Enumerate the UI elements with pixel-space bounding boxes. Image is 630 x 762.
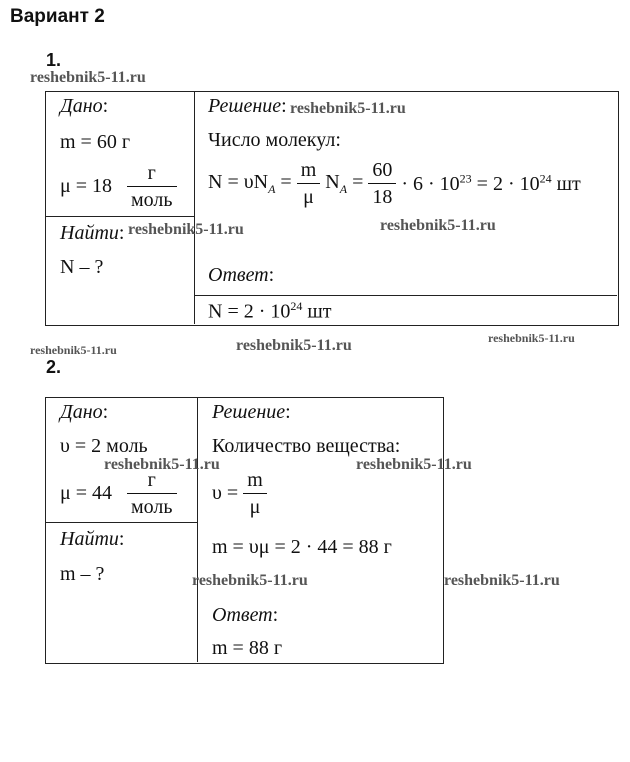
table-divider [194, 91, 195, 324]
watermark: reshebnik5-11.ru [356, 456, 472, 473]
watermark: reshebnik5-11.ru [128, 221, 244, 238]
page-title: Вариант 2 [10, 6, 105, 27]
watermark: reshebnik5-11.ru [236, 337, 352, 354]
answer-value: $N = 2 \cdot 10^{24}$ шт [208, 299, 332, 323]
find-label: Найти: [60, 528, 125, 550]
solution-text: Число молекул: [208, 129, 341, 151]
given-mass: m = 60 г [60, 131, 131, 153]
watermark: reshebnik5-11.ru [30, 343, 117, 357]
table-divider [194, 295, 617, 296]
table-divider [45, 216, 194, 217]
given-label: Дано: [60, 401, 109, 423]
given-amount: υ = 2 моль [60, 435, 148, 457]
answer-label: Ответ: [208, 264, 275, 286]
table-divider [197, 397, 198, 662]
watermark: reshebnik5-11.ru [444, 572, 560, 589]
watermark: reshebnik5-11.ru [488, 331, 575, 345]
answer-value: m = 88 г [212, 637, 283, 659]
solution-label: Решение: [208, 95, 287, 117]
given-molar-mass: μ = 18 $\frac{г}{\text{моль}}$ [60, 163, 177, 210]
find-value: m – ? [60, 563, 105, 585]
watermark: reshebnik5-11.ru [104, 456, 220, 473]
equation-result: m = υμ = 2 · 44 = 88 г [212, 536, 392, 558]
watermark: reshebnik5-11.ru [290, 100, 406, 117]
equation: υ = $\frac{m}{\mu}$ [212, 470, 267, 517]
table-divider [45, 522, 197, 523]
watermark: reshebnik5-11.ru [380, 217, 496, 234]
find-value: N – ? [60, 256, 104, 278]
problem-1-number: 1. [46, 50, 62, 70]
solution-text: Количество вещества: [212, 435, 401, 457]
equation: $N = \upsilon N_A$ = $\frac{m}{\mu}$ $N_A$ = $\frac{60}{18}$ · $6 \cdot 10^{23} = 2 \cdot 10^{24}$ шт [208, 159, 581, 208]
solution-label: Решение: [212, 401, 291, 423]
problem-2-number: 2. [46, 357, 62, 377]
given-molar-mass: μ = 44 $\frac{г}{\text{моль}}$ [60, 470, 177, 517]
given-label: Дано: [60, 95, 109, 117]
answer-label: Ответ: [212, 604, 279, 626]
find-label: Найти: [60, 222, 125, 244]
watermark: reshebnik5-11.ru [30, 69, 146, 86]
watermark: reshebnik5-11.ru [192, 572, 308, 589]
